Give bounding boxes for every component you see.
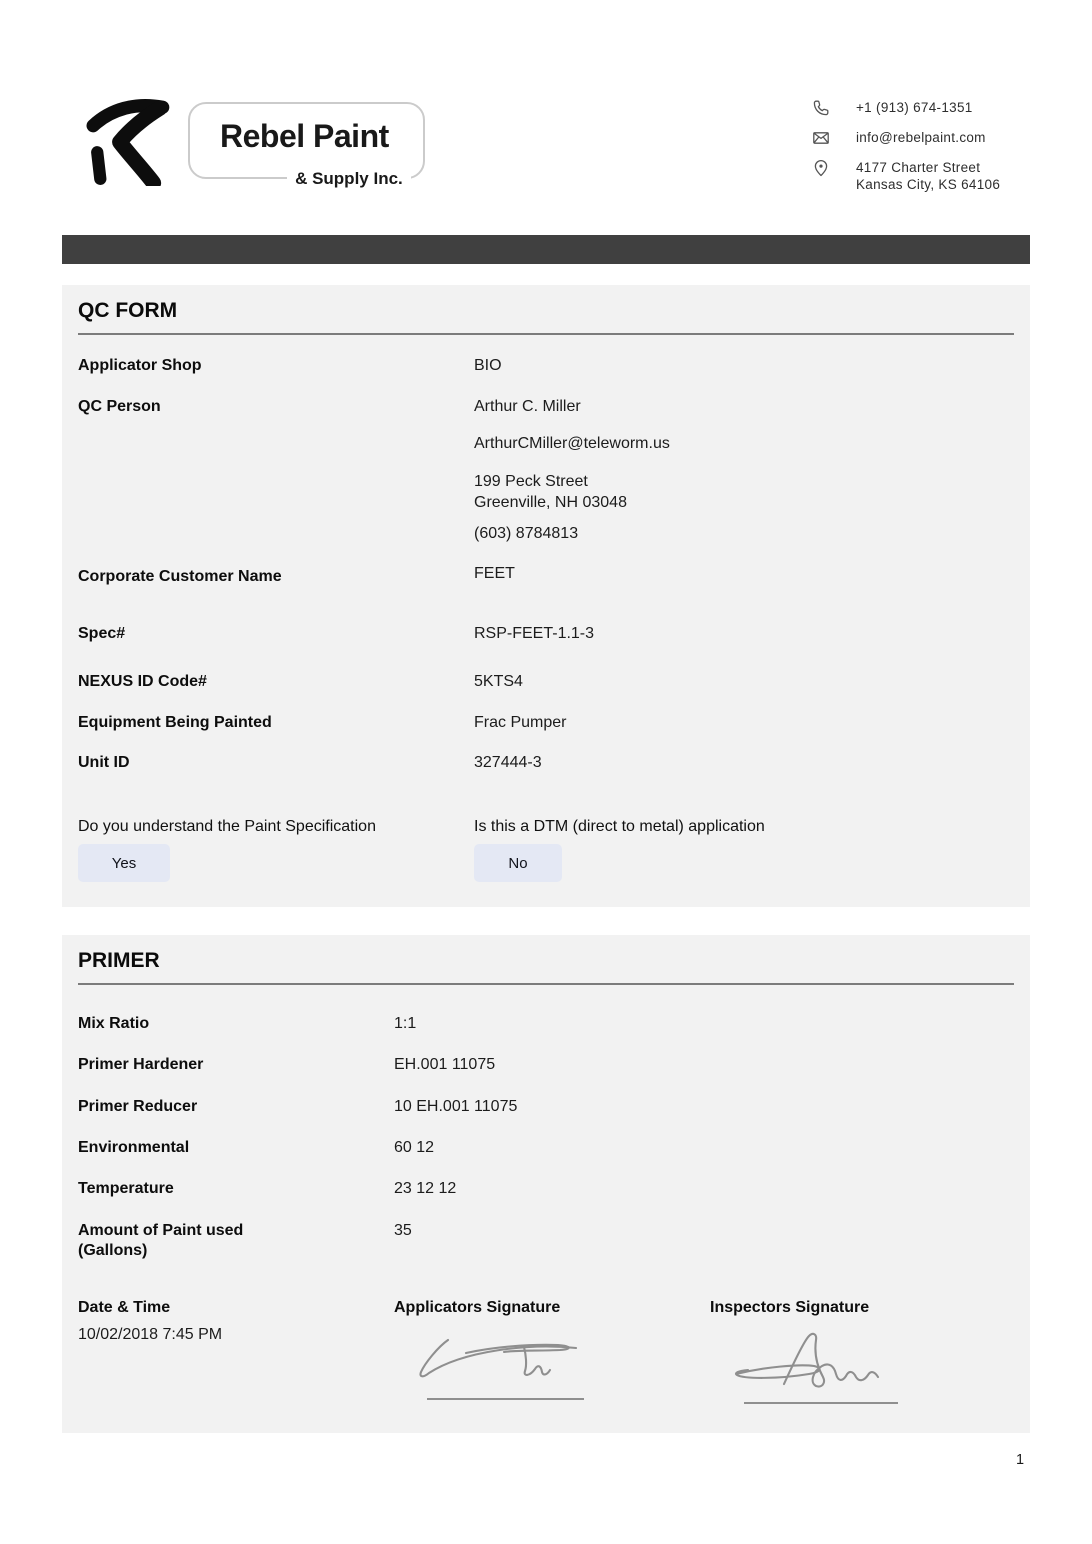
field-value: EH.001 11075 — [394, 1056, 496, 1073]
question-dtm: Is this a DTM (direct to metal) application — [474, 818, 765, 835]
questions-row — [78, 817, 1014, 837]
inspector-signature-line — [744, 1402, 898, 1404]
field-value: FEET — [474, 565, 515, 582]
field-value: 35 — [394, 1222, 412, 1239]
field-label: Corporate Customer Name — [78, 568, 282, 585]
field-row-primer-reducer — [78, 1097, 1014, 1117]
postal-address: 4177 Charter Street Kansas City, KS 64106 — [856, 160, 1001, 192]
location-pin-icon — [812, 159, 830, 177]
field-row-corporate-customer — [78, 567, 1014, 587]
answer-yes-button[interactable]: Yes — [78, 844, 170, 882]
field-row-applicator-shop — [78, 356, 1014, 376]
email-icon — [812, 129, 830, 147]
field-row-mix-ratio — [78, 1014, 1014, 1034]
date-time-block — [78, 1298, 394, 1345]
contact-email-row — [812, 129, 1000, 147]
field-label: Applicator Shop — [78, 357, 202, 374]
field-label: Equipment Being Painted — [78, 714, 272, 731]
field-value: Frac Pumper — [474, 714, 567, 731]
field-row-environmental — [78, 1138, 1014, 1158]
field-row-nexus-id — [78, 672, 1014, 692]
field-value: 60 12 — [394, 1139, 435, 1156]
field-row-qc-person — [78, 397, 1014, 544]
qc-person-email: ArthurCMiller@teleworm.us — [474, 435, 670, 452]
field-value: 10 EH.001 11075 — [394, 1098, 518, 1115]
applicator-signature — [408, 1332, 608, 1394]
field-label: NEXUS ID Code# — [78, 673, 207, 690]
field-label: QC Person — [78, 398, 161, 415]
field-label: Primer Reducer — [78, 1098, 198, 1115]
question-paint-spec: Do you understand the Paint Specification — [78, 818, 376, 835]
field-value: 23 12 12 — [394, 1180, 457, 1197]
applicator-signature-label: Applicators Signature — [394, 1299, 561, 1316]
field-row-spec — [78, 624, 1014, 644]
field-row-paint-amount — [78, 1221, 1014, 1261]
answers-row — [78, 844, 1014, 882]
applicator-signature-line — [427, 1398, 584, 1400]
field-row-equipment — [78, 713, 1014, 733]
header-divider-bar — [62, 235, 1030, 264]
field-value: BIO — [474, 357, 502, 374]
field-label: Temperature — [78, 1180, 174, 1197]
email-address: info@rebelpaint.com — [856, 130, 986, 145]
inspector-signature-label: Inspectors Signature — [710, 1299, 870, 1316]
date-time-label: Date & Time — [78, 1299, 171, 1316]
brush-r-logo-icon — [86, 94, 178, 186]
qc-person-name: Arthur C. Miller — [474, 398, 581, 415]
company-logo — [86, 94, 425, 186]
field-label: Amount of Paint used (Gallons) — [78, 1222, 244, 1259]
company-subtitle: & Supply Inc. — [287, 169, 411, 189]
phone-number: +1 (913) 674-1351 — [856, 100, 973, 115]
field-label: Environmental — [78, 1139, 190, 1156]
field-value: 327444-3 — [474, 754, 542, 771]
logo-frame — [188, 102, 425, 188]
qc-person-phone: (603) 8784813 — [474, 525, 579, 542]
phone-icon — [812, 99, 830, 117]
field-label: Spec# — [78, 625, 126, 642]
field-label: Mix Ratio — [78, 1015, 150, 1032]
qc-form-title-rule — [78, 333, 1014, 335]
field-value: 1:1 — [394, 1015, 417, 1032]
field-row-temperature — [78, 1179, 1014, 1199]
field-value — [474, 397, 670, 544]
signatures-row — [78, 1298, 1014, 1404]
primer-section — [62, 935, 1030, 1433]
primer-title: PRIMER — [78, 949, 160, 972]
answer-no-button[interactable]: No — [474, 844, 562, 882]
field-value: RSP-FEET-1.1-3 — [474, 625, 595, 642]
field-value: 5KTS4 — [474, 673, 523, 690]
qc-form-section — [62, 285, 1030, 907]
field-label: Unit ID — [78, 754, 130, 771]
field-label: Primer Hardener — [78, 1056, 204, 1073]
inspector-signature — [724, 1332, 924, 1398]
date-time-value: 10/02/2018 7:45 PM — [78, 1326, 223, 1343]
qc-form-title: QC FORM — [78, 299, 178, 322]
applicator-signature-block — [394, 1298, 710, 1400]
company-name: Rebel Paint — [220, 118, 389, 154]
contact-phone-row — [812, 99, 1000, 117]
qc-person-address: 199 Peck Street Greenville, NH 03048 — [474, 473, 627, 511]
contact-address-row — [812, 159, 1000, 193]
primer-title-rule — [78, 983, 1014, 985]
field-row-primer-hardener — [78, 1055, 1014, 1075]
inspector-signature-block — [710, 1298, 1010, 1404]
contact-block — [812, 99, 1000, 193]
field-row-unit-id — [78, 753, 1014, 773]
page-number: 1 — [1016, 1452, 1025, 1468]
